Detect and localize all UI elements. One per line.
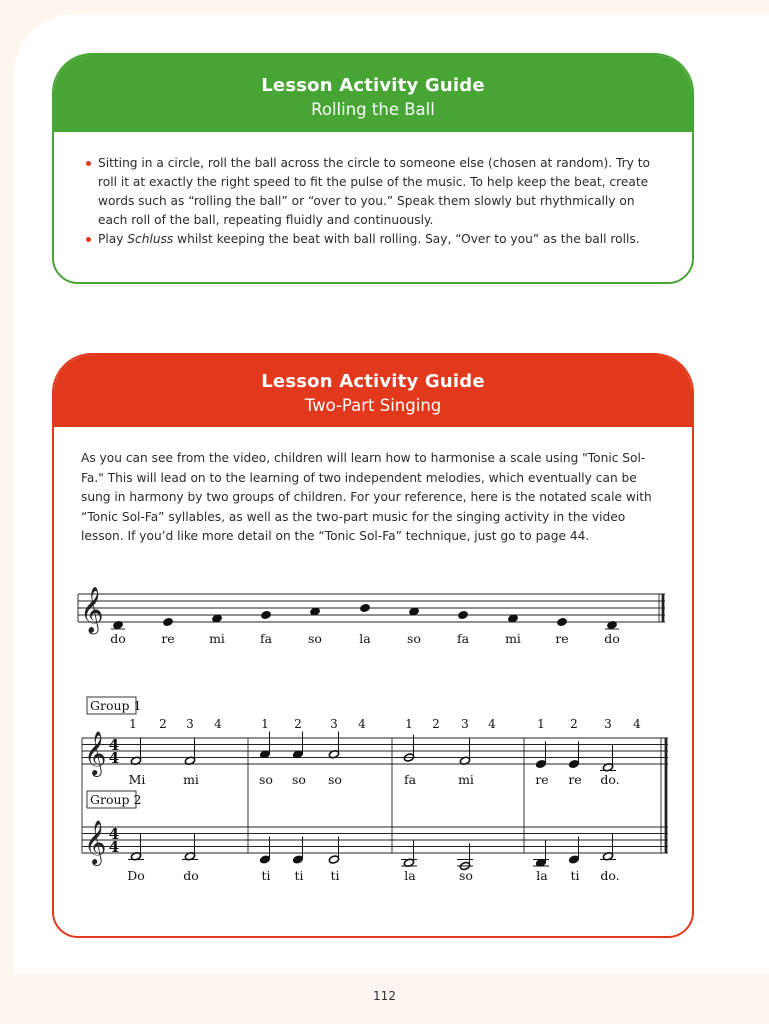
beat-count: 3 xyxy=(186,717,194,731)
lyric: so xyxy=(459,868,473,883)
intro-paragraph: As you can see from the video, children will learn how to harmonise a scale using "Tonic Sol-Fa." This will lead on to the learning of two independent melodies, which eventually can be sung in harmony by two groups of children. For your reference, here is the notated scale with “Tonic Sol-Fa” syllables, as well as the two-part music for the singing activity in the video lesson. If you’d like more detail on the “Tonic Sol-Fa” technique, just go to page 44. xyxy=(81,451,652,543)
card-title: Lesson Activity Guide xyxy=(261,75,485,96)
beat-count: 4 xyxy=(358,717,366,731)
scale-syllable: mi xyxy=(209,631,225,646)
card-subtitle: Two-Part Singing xyxy=(304,396,442,415)
beat-count: 3 xyxy=(604,717,612,731)
scale-syllable: fa xyxy=(456,631,470,646)
treble-clef-icon: 𝄞 xyxy=(84,731,107,775)
time-signature-bottom: 4 xyxy=(108,749,120,767)
beat-count: 1 xyxy=(129,717,137,731)
group-1-label: Group 1 xyxy=(90,698,142,713)
bullet-text: Play xyxy=(98,232,128,246)
scale-syllable: fa xyxy=(259,631,273,646)
lyric: re xyxy=(535,772,549,787)
beat-count: 4 xyxy=(488,717,496,731)
two-part-system xyxy=(82,738,668,853)
lyric: ti xyxy=(261,868,271,883)
scale-syllable: so xyxy=(407,631,421,646)
lyric: so xyxy=(328,772,342,787)
beat-count: 2 xyxy=(294,717,302,731)
treble-clef-icon: 𝄞 xyxy=(80,587,104,633)
scale-syllable: do xyxy=(110,631,126,646)
beat-counts xyxy=(129,717,641,731)
scale-syllables xyxy=(110,631,620,646)
group-2-notes xyxy=(128,834,616,871)
time-signature-top: 4 xyxy=(108,825,120,843)
lyric: ti xyxy=(570,868,580,883)
beat-count: 3 xyxy=(330,717,338,731)
lyric: ti xyxy=(330,868,340,883)
scale-syllable: mi xyxy=(505,631,521,646)
beat-count: 3 xyxy=(461,717,469,731)
page-number: 112 xyxy=(373,989,396,1003)
scale-syllable: re xyxy=(555,631,569,646)
group-1-lyrics xyxy=(129,772,620,787)
group-2-lyrics xyxy=(127,868,619,883)
beat-count: 2 xyxy=(159,717,167,731)
lyric: Mi xyxy=(128,772,146,787)
scale-syllable: la xyxy=(359,631,371,646)
lyric: Do xyxy=(127,868,145,883)
treble-clef-icon: 𝄞 xyxy=(84,820,107,864)
scale-syllable: do xyxy=(604,631,620,646)
card-subtitle: Rolling the Ball xyxy=(311,100,435,119)
beat-count: 1 xyxy=(537,717,545,731)
lyric: do. xyxy=(600,772,620,787)
beat-count: 4 xyxy=(633,717,641,731)
time-signature-bottom: 4 xyxy=(108,838,120,856)
lyric: mi xyxy=(183,772,199,787)
beat-count: 2 xyxy=(432,717,440,731)
lyric: so xyxy=(259,772,273,787)
group-2-label: Group 2 xyxy=(90,792,142,807)
lyric: re xyxy=(568,772,582,787)
scale-syllable: so xyxy=(308,631,322,646)
lyric: la xyxy=(536,868,548,883)
time-signature-top: 4 xyxy=(108,736,120,754)
lyric: mi xyxy=(458,772,474,787)
lyric: fa xyxy=(403,772,417,787)
scale-staff xyxy=(78,594,665,622)
lyric: so xyxy=(292,772,306,787)
beat-count: 4 xyxy=(214,717,222,731)
lyric: ti xyxy=(294,868,304,883)
beat-count: 2 xyxy=(570,717,578,731)
card-title: Lesson Activity Guide xyxy=(261,371,485,392)
lyric: do. xyxy=(600,868,620,883)
scale-syllable: re xyxy=(161,631,175,646)
beat-count: 1 xyxy=(261,717,269,731)
bullet-text: whilst keeping the beat with ball rolling. Say, “Over to you” as the ball rolls. xyxy=(173,232,640,246)
lyric: la xyxy=(404,868,416,883)
beat-count: 1 xyxy=(405,717,413,731)
scale-notes xyxy=(111,603,619,629)
lyric: do xyxy=(183,868,199,883)
piece-title: Schluss xyxy=(127,232,174,246)
bullet-item: Sitting in a circle, roll the ball across the circle to someone else (chosen at random). Try to roll it at exactly the right speed to fit the pulse of the music. To help keep the beat, create words such as “rolling the ball” or “over to you.” Speak them slowly but rhythmically on each roll of the ball, repeating fluidly and continuously. xyxy=(98,154,662,230)
